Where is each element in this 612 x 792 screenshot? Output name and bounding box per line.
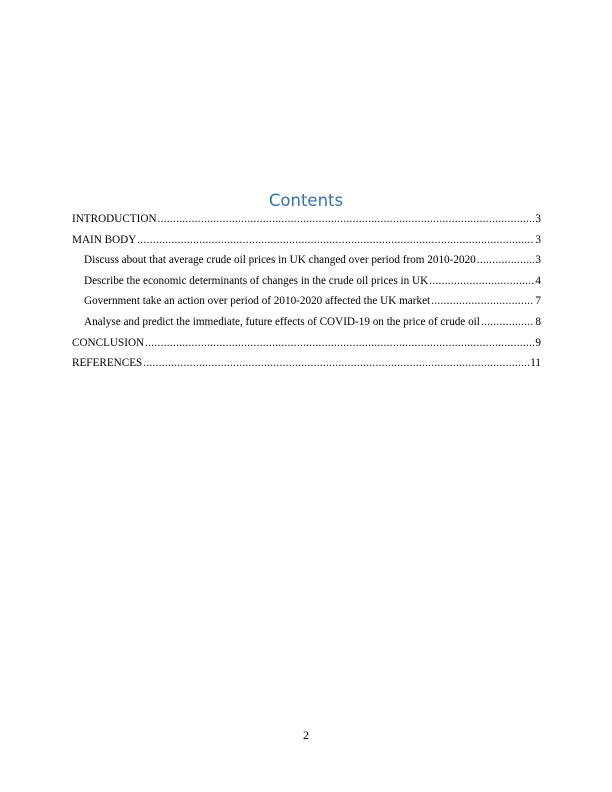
toc-entry-page: 9: [535, 336, 541, 349]
toc-entry-title: Discuss about that average crude oil prices in UK changed over period from 2010-2020: [84, 254, 476, 267]
toc-entry-page: 11: [530, 357, 541, 370]
toc-entry-page: 7: [535, 295, 541, 308]
toc-heading: Contents: [268, 191, 344, 210]
dot-leader: [429, 274, 534, 288]
toc-entry-title: Government take an action over period of 2010-2020 affected the UK market: [84, 295, 431, 308]
toc-entry-conclusion[interactable]: [72, 336, 541, 350]
page-number: 2: [303, 728, 309, 742]
toc-entry-covid-effects[interactable]: [72, 315, 541, 329]
toc-entry-title: Describe the economic determinants of changes in the crude oil prices in UK: [84, 274, 429, 287]
dot-leader: [158, 212, 535, 226]
toc-entry-title: REFERENCES: [72, 357, 143, 370]
toc-entry-main-body[interactable]: [72, 233, 541, 247]
table-of-contents: [72, 212, 541, 377]
toc-entry-title: INTRODUCTION: [72, 213, 157, 225]
toc-entry-government-action[interactable]: [72, 294, 541, 308]
toc-entry-page: 3: [535, 213, 541, 225]
dot-leader: [145, 336, 534, 350]
toc-entry-page: 3: [535, 233, 541, 246]
dot-leader: [477, 253, 535, 267]
dot-leader: [481, 315, 535, 329]
toc-entry-page: 3: [535, 254, 541, 267]
toc-entry-page: 8: [535, 315, 541, 328]
toc-entry-average-prices[interactable]: [72, 253, 541, 267]
toc-entry-economic-determinants[interactable]: [72, 274, 541, 288]
toc-entry-title: MAIN BODY: [72, 233, 137, 246]
dot-leader: [431, 294, 534, 308]
toc-entry-title: CONCLUSION: [72, 336, 145, 349]
toc-entry-references[interactable]: [72, 356, 541, 370]
toc-entry-introduction[interactable]: [72, 212, 541, 226]
dot-leader: [137, 233, 534, 247]
dot-leader: [143, 356, 529, 370]
toc-entry-page: 4: [535, 274, 541, 287]
toc-entry-title: Analyse and predict the immediate, future effects of COVID-19 on the price of crude oil: [84, 315, 480, 328]
